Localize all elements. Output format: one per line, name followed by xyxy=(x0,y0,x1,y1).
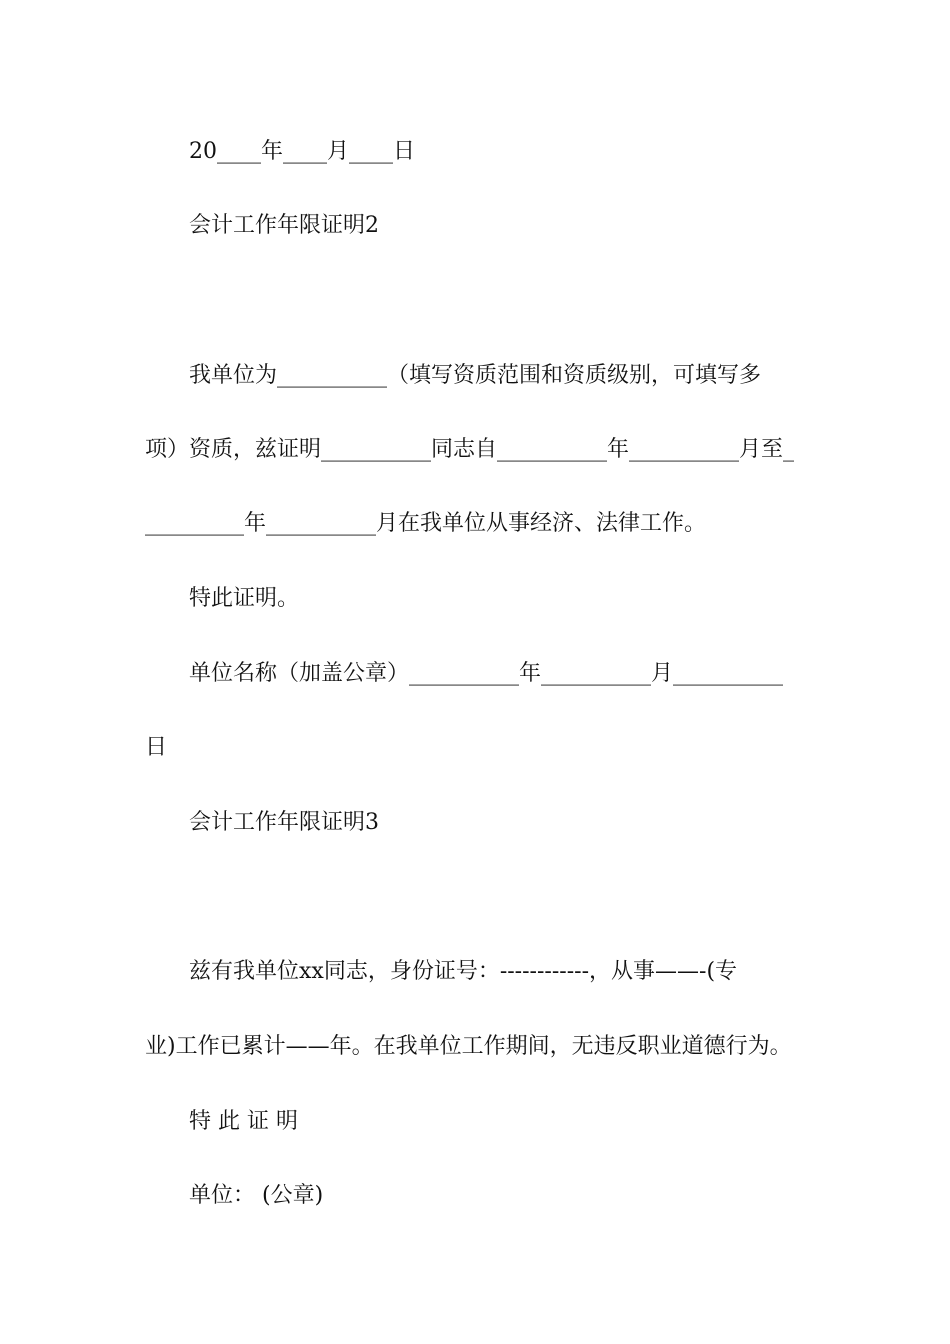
date-line: 20____年____月____日 xyxy=(189,139,415,164)
section2-certify-text: 特此证明。 xyxy=(189,586,300,611)
section3-unit-line: 单位： (公章) xyxy=(189,1183,324,1208)
section3-title: 会计工作年限证明3 xyxy=(189,810,379,835)
section3-paragraph-line-2: 业)工作已累计——年。在我单位工作期间，无违反职业道德行为。 xyxy=(145,1034,792,1059)
section2-title: 会计工作年限证明2 xyxy=(189,213,379,238)
section2-unit-line-end: 日 xyxy=(145,735,168,760)
section2-paragraph-line-3: _________年__________月在我单位从事经济、法律工作。 xyxy=(145,511,707,536)
section3-certify-text: 特 此 证 明 xyxy=(189,1109,298,1134)
section2-paragraph-line-2: 项）资质，兹证明__________同志自__________年__________月至_ xyxy=(145,437,795,462)
section3-paragraph-line-1: 兹有我单位xx同志，身份证号：------------，从事——-(专 xyxy=(189,959,738,984)
section2-paragraph-line-1: 我单位为__________（填写资质范围和资质级别，可填写多 xyxy=(189,363,762,388)
section2-unit-line: 单位名称（加盖公章）__________年__________月__________ xyxy=(189,661,784,686)
